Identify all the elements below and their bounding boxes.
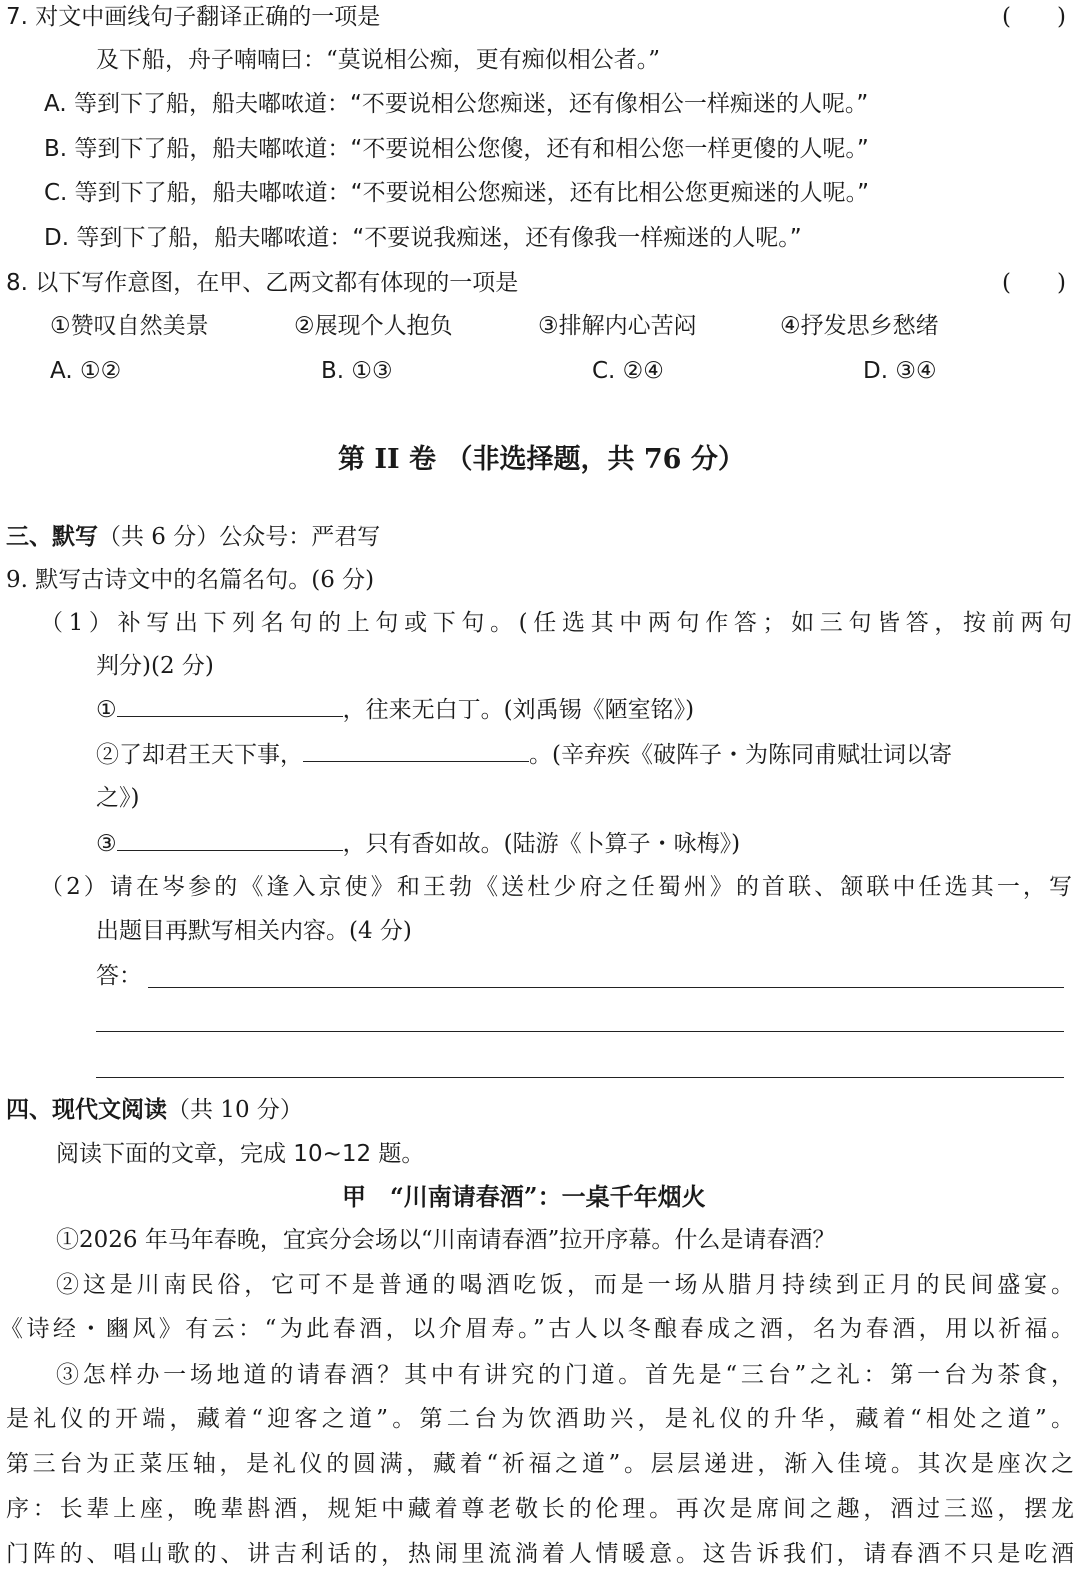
q8-choice-d: D. ③④ <box>863 358 937 384</box>
q9-item2 <box>96 739 1072 770</box>
item3-blank[interactable] <box>117 828 343 851</box>
q7-option-c: C. 等到下了船，船夫嘟哝道：“不要说相公您痴迷，还有比相公您更痴迷的人呢。” <box>44 180 870 206</box>
q9-sub2-line2: 出题目再默写相关内容。(4 分) <box>96 918 412 944</box>
sec4-heading: 四、现代文阅读 <box>6 1097 167 1123</box>
q8-choice-c: C. ②④ <box>592 358 664 384</box>
q8-answer-paren: ( ) <box>1002 270 1066 296</box>
article-p3-line2: 是礼仪的开端，藏着“迎客之道”。第二台为饮酒助兴，是礼仪的升华，藏着“相处之道”。 <box>6 1406 1074 1432</box>
answer-label: 答： <box>96 963 142 989</box>
item1-blank[interactable] <box>117 694 343 717</box>
article-p1: ①2026 年马年春晚，宜宾分会场以“川南请春酒”拉开序幕。什么是请春酒？ <box>56 1227 836 1253</box>
article-p2-line1: ②这是川南民俗，它可不是普通的喝酒吃饭，而是一场从腊月持续到正月的民间盛宴。 <box>56 1272 1074 1298</box>
answer-line-2[interactable] <box>96 1031 1064 1032</box>
article-title: 甲 “川南请春酒”：一桌千年烟火 <box>342 1182 706 1211</box>
article-p3-line1: ③怎样办一场地道的请春酒？其中有讲究的门道。首先是“三台”之礼：第一台为茶食， <box>56 1362 1074 1388</box>
q9-item1 <box>96 694 694 725</box>
item1-text: ，往来无白丁。(刘禹锡《陋室铭》) <box>342 697 695 723</box>
article-p3-line4: 序：长辈上座，晚辈斟酒，规矩中藏着尊老敬长的伦理。再次是席间之趣，酒过三巡，摆龙 <box>6 1496 1074 1522</box>
part2-title: 第 II 卷 （非选择题，共 76 分） <box>338 444 745 475</box>
article-p2-line2: 《诗经・豳风》有云：“为此春酒，以介眉寿。”古人以冬酿春成之酒，名为春酒，用以祈福。 <box>0 1316 1074 1342</box>
item3-text: ，只有香如故。(陆游《卜算子・咏梅》) <box>342 831 741 857</box>
item2-source: 。(辛弃疾《破阵子・为陈同甫赋壮词以寄 <box>529 742 952 768</box>
q9-sub2-line1: （2）请在岑参的《逢入京使》和王勃《送杜少府之任蜀州》的首联、颔联中任选其一，写 <box>40 874 1072 900</box>
answer-line-3[interactable] <box>96 1077 1064 1078</box>
q7-answer-paren: ( ) <box>1002 4 1066 30</box>
q8-item-3: ③排解内心苦闷 <box>538 313 697 339</box>
item2-blank[interactable] <box>303 739 529 762</box>
q7-stem: 7. 对文中画线句子翻译正确的一项是 <box>6 4 381 30</box>
article-p3-line5: 门阵的、唱山歌的、讲吉利话的，热闹里流淌着人情暖意。这告诉我们，请春酒不只是吃酒 <box>6 1541 1074 1567</box>
sec3-heading: 三、默写 <box>6 524 98 550</box>
q9-sub1-line2: 判分)(2 分) <box>96 653 214 679</box>
answer-line-1[interactable] <box>148 987 1064 988</box>
q8-choice-b: B. ①③ <box>321 358 393 384</box>
q7-option-b: B. 等到下了船，船夫嘟哝道：“不要说相公您傻，还有和相公您一样更傻的人呢。” <box>44 136 869 162</box>
sec4-score: （共 10 分） <box>167 1097 303 1123</box>
q8-choice-a: A. ①② <box>50 358 122 384</box>
q8-stem: 8. 以下写作意图，在甲、乙两文都有体现的一项是 <box>6 270 519 296</box>
q9-item3 <box>96 828 740 859</box>
sec3-note: 公众号：严君写 <box>219 524 381 550</box>
q7-option-a: A. 等到下了船，船夫嘟哝道：“不要说相公您痴迷，还有像相公一样痴迷的人呢。” <box>44 91 869 117</box>
sec4-heading-line <box>6 1095 303 1125</box>
article-p3-line3: 第三台为正菜压轴，是礼仪的圆满，藏着“祈福之道”。层层递进，渐入佳境。其次是座次之 <box>6 1451 1074 1477</box>
item2-text: ②了却君王天下事， <box>96 742 303 768</box>
q8-item-1: ①赞叹自然美景 <box>50 313 209 339</box>
q7-option-d: D. 等到下了船，船夫嘟哝道：“不要说我痴迷，还有像我一样痴迷的人呢。” <box>44 225 802 251</box>
sec4-instruction: 阅读下面的文章，完成 10~12 题。 <box>56 1141 425 1167</box>
item1-number: ① <box>96 697 117 723</box>
q9-stem: 9. 默写古诗文中的名篇名句。(6 分) <box>6 567 375 593</box>
q9-sub1-line1: （1）补写出下列名句的上句或下句。(任选其中两句作答；如三句皆答，按前两句 <box>40 610 1072 636</box>
q8-item-4: ④抒发思乡愁绪 <box>780 313 939 339</box>
sec3-score: （共 6 分） <box>98 524 220 550</box>
sec3-heading-line <box>6 522 380 552</box>
q8-item-2: ②展现个人抱负 <box>294 313 453 339</box>
item3-number: ③ <box>96 831 117 857</box>
q9-item2-cont: 之》) <box>96 785 140 811</box>
q7-quote: 及下船，舟子喃喃曰：“莫说相公痴，更有痴似相公者。” <box>96 47 661 73</box>
